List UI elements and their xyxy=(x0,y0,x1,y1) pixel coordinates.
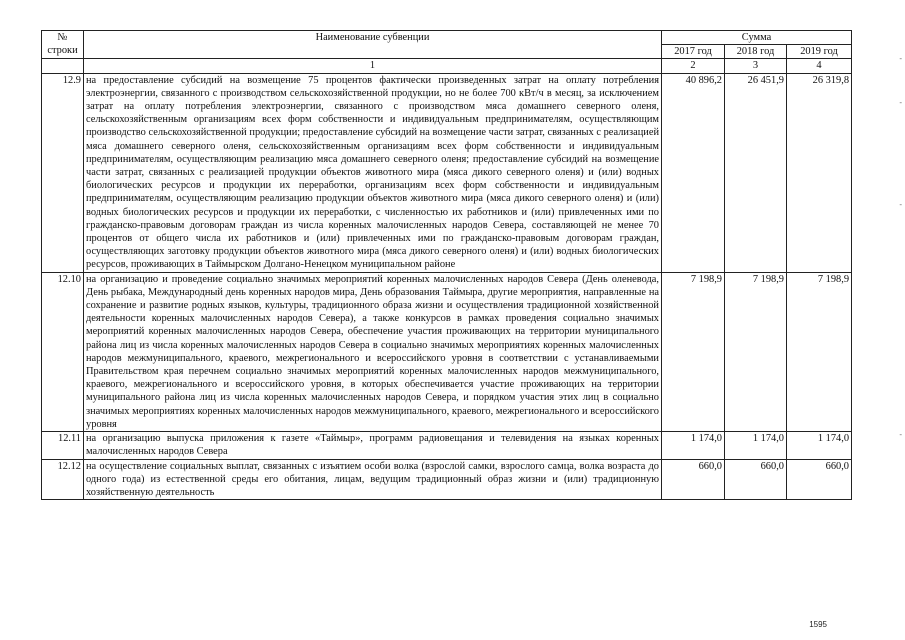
row-value-2017: 660,0 xyxy=(662,459,725,500)
table-row xyxy=(42,459,852,500)
row-description: на предоставление субсидий на возмещение 75 процентов фактически произведенных затрат на оплату потребления электроэнергии, связанного с производством сельскохозяйственной продукции, но не более 700 кВт/ч в месяц, за исключением затрат на оплату потребления электроэнергии, связанного с производством мяса домашнего северного оленя, сельскохозяйственным организациям всех форм собственности и индивидуальным предпринимателям, осуществляющим производство сельскохозяйственной продукции; предоставление субсидий на возмещение части затрат, связанных с реализацией мяса домашнего северного оленя, сельскохозяйственным организациям всех форм собственности и индивидуальным предпринимателям, осуществляющим реализацию мяса домашнего северного оленя; предоставление субсидий на возмещение части затрат, связанных с реализацией продукции объектов животного мира (мяса дикого северного оленя) и (или) водных биологических ресурсов и продукции их переработки, организациям всех форм собственности и индивидуальным предпринимателям, осуществляющим реализацию продукции объектов животного мира (мяса дикого северного оленя) и (или) водных биологических ресурсов и продукции их переработки, с численностью их работников и (или) привлеченных ими по гражданско-правовым договорам граждан из числа коренных малочисленных народов Севера, составляющей не менее 70 процентов от общего числа их работников и (или) привлеченных ими по гражданско-правовым договорам граждан, осуществляющих заготовку продукции объектов животного мира (мяса дикого северного оленя) и (или) водных биологических ресурсов, проживающих в Таймырском Долгано-Ненецком муниципальном районе xyxy=(84,73,662,272)
table-row xyxy=(42,272,852,431)
header-row-number xyxy=(42,31,84,59)
header-year-2017: 2017 год xyxy=(662,45,725,59)
row-number: 12.12 xyxy=(42,459,84,500)
row-description: на организацию выпуска приложения к газете «Таймыр», программ радиовещания и телевидения на языках коренных малочисленных народов Севера xyxy=(84,432,662,459)
margin-tick-mark: - xyxy=(899,430,902,439)
margin-tick-mark: - xyxy=(899,200,902,209)
row-value-2018: 26 451,9 xyxy=(725,73,787,272)
row-value-2017: 7 198,9 xyxy=(662,272,725,431)
row-value-2017: 1 174,0 xyxy=(662,432,725,459)
column-index-2: 2 xyxy=(662,59,725,73)
row-value-2017: 40 896,2 xyxy=(662,73,725,272)
row-description: на организацию и проведение социально значимых мероприятий коренных малочисленных народов Севера (День оленевода, День рыбака, Международный день коренных народов мира, День образования Таймыра, другие мероприятия, направленные на сохранение и развитие родных языков, культуры, традиционного образа жизни и осуществления традиционной хозяйственной деятельности коренных малочисленных народов Севера), а также конкурсов в рамках проведения социально значимых мероприятий коренных малочисленных народов Севера, обеспечение участия проживающих на территории муниципального района лиц из числа коренных малочисленных народов Севера в социально значимых мероприятиях коренных малочисленных народов межмуниципального, краевого, межрегионального и всероссийского уровня в соответствии с устанавливаемыми Правительством края перечнем социально значимых мероприятий коренных малочисленных народов межмуниципального, краевого, межрегионального и всероссийского уровня, в которых обеспечивается участие проживающих на территории муниципального района лиц из числа коренных малочисленных народов Севера, и порядком участия этих лиц в социально значимых мероприятиях коренных малочисленных народов межмуниципального, краевого, межрегионального и всероссийского уровня xyxy=(84,272,662,431)
row-value-2019: 660,0 xyxy=(787,459,852,500)
header-no-word: строки xyxy=(47,45,78,57)
column-index-3: 3 xyxy=(725,59,787,73)
header-year-2019: 2019 год xyxy=(787,45,852,59)
table-row xyxy=(42,73,852,272)
row-number: 12.11 xyxy=(42,432,84,459)
column-index-row xyxy=(42,59,852,73)
row-value-2019: 7 198,9 xyxy=(787,272,852,431)
header-sum: Сумма xyxy=(662,31,852,45)
margin-tick-mark: - xyxy=(899,54,902,63)
column-index-empty xyxy=(42,59,84,73)
row-value-2018: 1 174,0 xyxy=(725,432,787,459)
row-number: 12.9 xyxy=(42,73,84,272)
column-index-4: 4 xyxy=(787,59,852,73)
row-value-2019: 26 319,8 xyxy=(787,73,852,272)
subvention-table xyxy=(41,30,852,500)
page-number: 1595 xyxy=(809,620,827,629)
header-row-top xyxy=(42,31,852,45)
row-value-2018: 7 198,9 xyxy=(725,272,787,431)
margin-tick-mark: - xyxy=(899,98,902,107)
row-value-2018: 660,0 xyxy=(725,459,787,500)
row-value-2019: 1 174,0 xyxy=(787,432,852,459)
header-subvention-name: Наименование субвенции xyxy=(84,31,662,59)
table-row xyxy=(42,432,852,459)
header-no-symbol: № xyxy=(57,32,68,43)
row-number: 12.10 xyxy=(42,272,84,431)
column-index-1: 1 xyxy=(84,59,662,73)
header-year-2018: 2018 год xyxy=(725,45,787,59)
row-description: на осуществление социальных выплат, связанных с изъятием особи волка (взрослой самки, взрослого самца, волка возраста до одного года) из естественной среды его обитания, лицам, ведущим традиционный образ жизни и (или) традиционную хозяйственную деятельность xyxy=(84,459,662,500)
